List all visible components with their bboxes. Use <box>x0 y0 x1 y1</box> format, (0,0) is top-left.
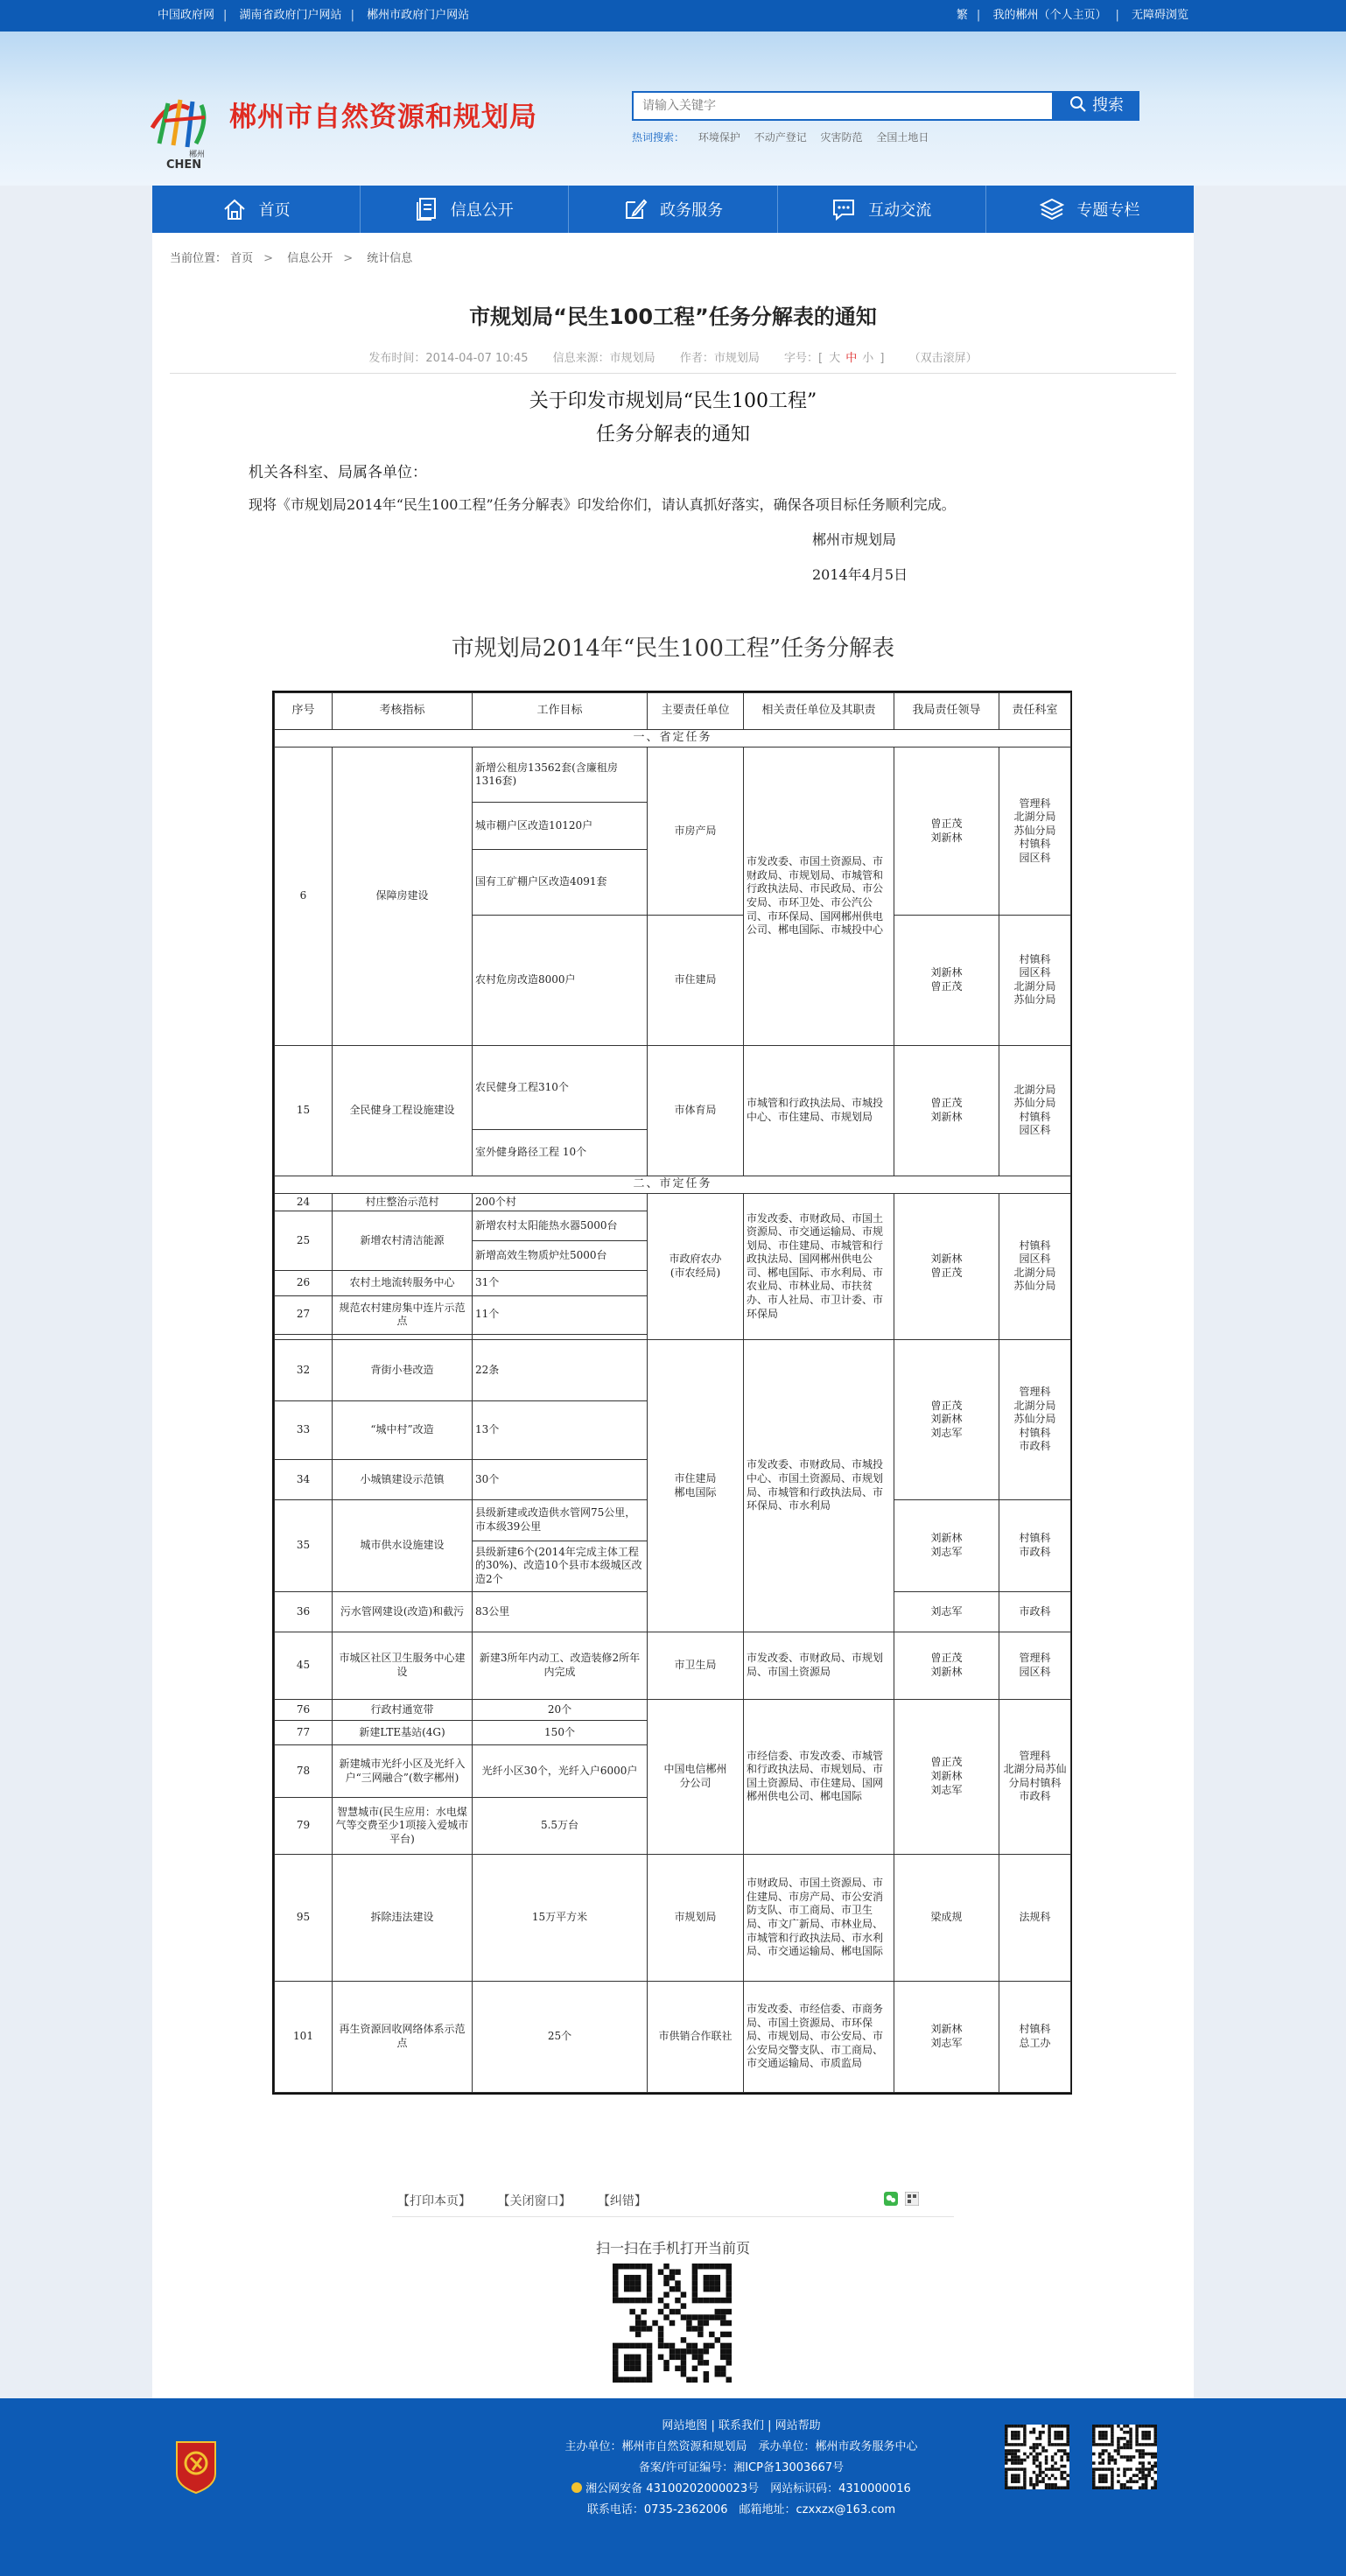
table-row <box>275 748 1071 802</box>
cell-metric: 行政村通宽带 <box>333 1699 473 1720</box>
cell-dept: 村镇科 园区科 北湖分局 苏仙分局 <box>999 1193 1071 1339</box>
cell-leader: 曾正茂 刘新林 <box>894 1045 999 1176</box>
table-caption: 市规划局2014年“民生100工程”任务分解表 <box>451 635 895 662</box>
table-header: 工作目标 <box>473 693 648 730</box>
cell-goal: 22条 <box>473 1339 648 1400</box>
cell-no: 26 <box>275 1271 333 1295</box>
article-tools <box>397 2192 949 2209</box>
table-row <box>275 1045 1071 1130</box>
hot-word[interactable]: 不动产登记 <box>754 131 807 144</box>
cell-related: 市财政局、市国土资源局、市住建局、市房产局、市公安消防支队、市工商局、市卫生局、市文广新局、市林业局、市城管和行政执法局、市水利局、市交通运输局、郴电国际 <box>744 1854 894 1981</box>
hot-word[interactable]: 灾害防范 <box>820 131 863 144</box>
footer-qrcode-icon <box>1005 2425 1069 2489</box>
table-header: 考核指标 <box>333 693 473 730</box>
search-input[interactable] <box>632 91 1054 121</box>
search-icon <box>1069 95 1087 113</box>
cell-unit: 市房产局 <box>648 748 744 915</box>
breadcrumb-home[interactable]: 首页 <box>230 252 254 265</box>
my-chenzhou-link[interactable]: 我的郴州（个人主页） <box>992 9 1107 22</box>
table-row <box>275 1193 1071 1211</box>
nav-interaction[interactable] <box>778 186 986 233</box>
cell-metric: 小城镇建设示范镇 <box>333 1459 473 1499</box>
cell-goal: 县级新建6个(2014年完成主体工程的30%)、改造10个县市本级城区改造2个 <box>473 1541 648 1591</box>
cell-no: 77 <box>275 1720 333 1744</box>
cell-metric: 全民健身工程设施建设 <box>333 1045 473 1176</box>
party-emblem-icon <box>173 2439 219 2495</box>
traditional-chinese-link[interactable]: 繁 <box>956 9 968 22</box>
nav-special-topics-label: 专题专栏 <box>1076 201 1140 220</box>
cell-goal: 光纤小区30个，光纤入户6000户 <box>473 1745 648 1798</box>
table-row <box>275 1339 1071 1400</box>
edit-icon <box>623 197 648 221</box>
cell-metric: 污水管网建设(改造)和截污 <box>333 1591 473 1632</box>
nav-gov-service-label: 政务服务 <box>660 201 723 220</box>
footer-police-text: 湘公网安备 43100202000023号 网站标识码：4310000016 <box>585 2482 911 2495</box>
cell-metric: 城市供水设施建设 <box>333 1500 473 1592</box>
cell-related: 市发改委、市财政局、市规划局、市国土资源局 <box>744 1632 894 1700</box>
cell-goal: 县级新建或改造供水管网75公里，市本级39公里 <box>473 1500 648 1541</box>
correction-button[interactable]: 【纠错】 <box>597 2194 647 2208</box>
table-header: 相关责任单位及其职责 <box>744 693 894 730</box>
table-header: 我局责任领导 <box>894 693 999 730</box>
cell-metric: 新增农村清洁能源 <box>333 1211 473 1270</box>
table-row <box>275 1632 1071 1700</box>
cell-metric: 拆除违法建设 <box>333 1854 473 1981</box>
chenzhou-logo-icon <box>147 82 217 170</box>
cell-goal: 新增农村太阳能热水器5000台 <box>473 1211 648 1240</box>
cell-related: 市发改委、市财政局、市国土资源局、市交通运输局、市规划局、市住建局、市城管和行政执法局、国网郴州供电公司、郴电国际、市水利局、市农业局、市林业局、市扶贫办、市人社局、市卫计委、市环保局 <box>744 1193 894 1339</box>
cell-goal: 新增公租房13562套(含廉租房1316套) <box>473 748 648 802</box>
cell-leader: 曾正茂 刘新林 刘志军 <box>894 1339 999 1499</box>
cell-goal: 83公里 <box>473 1591 648 1632</box>
nav-info-public[interactable] <box>361 186 569 233</box>
cell-unit: 市供销合作联社 <box>648 1981 744 2092</box>
cell-dept: 村镇科 市政科 <box>999 1500 1071 1592</box>
table-row <box>275 1981 1071 2092</box>
nav-gov-service[interactable] <box>569 186 777 233</box>
cell-dept: 管理科 北湖分局 苏仙分局 村镇科 园区科 <box>999 748 1071 915</box>
main-nav <box>152 186 1194 233</box>
cell-goal: 新建3所年内动工、改造装修2所年内完成 <box>473 1632 648 1700</box>
nav-home-label: 首页 <box>258 201 291 220</box>
cell-goal: 农民健身工程310个 <box>473 1045 648 1130</box>
cell-goal: 11个 <box>473 1295 648 1334</box>
hot-word[interactable]: 环境保护 <box>698 131 740 144</box>
doc-body: 现将《市规划局2014年“民生100工程”任务分解表》印发给你们，请认真抓好落实，确保各项目标任务顺利完成。 <box>249 496 956 513</box>
cell-unit: 市政府农办 (市农经局) <box>648 1193 744 1339</box>
cell-no: 95 <box>275 1854 333 1981</box>
scan-hint: 扫一扫在手机打开当前页 <box>595 2240 750 2257</box>
font-small-button[interactable]: 小 <box>862 352 874 365</box>
breadcrumb-prefix: 当前位置： <box>170 252 228 265</box>
table-row <box>275 1854 1071 1981</box>
table-section-row <box>275 1176 1071 1193</box>
author: 作者：市规划局 <box>679 352 760 365</box>
cell-no: 32 <box>275 1339 333 1400</box>
cell-no: 33 <box>275 1401 333 1459</box>
doc-greeting: 机关各科室、局属各单位： <box>249 464 427 481</box>
cell-goal: 农村危房改造8000户 <box>473 915 648 1045</box>
cell-goal: 5.5万台 <box>473 1798 648 1854</box>
footer-police <box>553 2479 929 2500</box>
cell-goal: 200个村 <box>473 1193 648 1211</box>
cell-related: 市发改委、市财政局、市城投中心、市国土资源局、市规划局、市城管和行政执法局、市环保局、市水利局 <box>744 1339 894 1632</box>
cell-related: 市发改委、市国土资源局、市财政局、市规划局、市城管和行政执法局、市民政局、市公安局、市环卫处、市公汽公司、市环保局、国网郴州供电公司、郴电国际、市城投中心 <box>744 748 894 1045</box>
cell-unit: 市卫生局 <box>648 1632 744 1700</box>
cell-unit: 中国电信郴州 分公司 <box>648 1699 744 1854</box>
svg-text:郴州: 郴州 <box>189 151 206 159</box>
top-bar: 中国政府网 | 湖南省政府门户网站 | 郴州市政府门户网站 繁 | 我的郴州（个人主页） | 无障碍浏览 <box>0 0 1346 32</box>
nav-special-topics[interactable] <box>986 186 1194 233</box>
font-large-button[interactable]: 大 <box>829 352 841 365</box>
footer-icp: 备案/许可证编号：湘ICP备13003667号 <box>638 2461 845 2474</box>
footer-help-link[interactable]: 网站帮助 <box>775 2419 821 2432</box>
hot-search-label: 热词搜索： <box>632 131 685 144</box>
font-size-control: 字号：[ 大 中 小 ] <box>783 352 885 365</box>
accessibility-link[interactable]: 无障碍浏览 <box>1131 9 1188 22</box>
layers-icon <box>1040 198 1064 221</box>
link-chenzhou-gov[interactable]: 郴州市政府门户网站 <box>367 9 470 22</box>
cell-no: 78 <box>275 1745 333 1798</box>
nav-home[interactable] <box>152 186 361 233</box>
font-medium-button[interactable]: 中 <box>845 352 858 365</box>
cell-leader: 曾正茂 刘新林 <box>894 748 999 915</box>
main-content <box>152 233 1194 2398</box>
info-source: 信息来源：市规划局 <box>552 352 655 365</box>
cell-goal: 新增高效生物质炉灶5000台 <box>473 1241 648 1271</box>
cell-metric: “城中村”改造 <box>333 1401 473 1459</box>
cell-no: 101 <box>275 1981 333 2092</box>
hot-search <box>632 130 929 144</box>
cell-metric: 智慧城市(民生应用：水电煤气等交费至少1项接入爱城市平台) <box>333 1798 473 1854</box>
cell-metric: 规范农村建房集中连片示范点 <box>333 1295 473 1334</box>
cell-goal: 20个 <box>473 1699 648 1720</box>
link-hunan-gov[interactable]: 湖南省政府门户网站 <box>239 9 342 22</box>
cell-goal: 25个 <box>473 1981 648 2092</box>
search-button-label: 搜索 <box>1092 96 1124 115</box>
doc-title-line1: 关于印发市规划局“民生100工程” <box>529 390 817 412</box>
site-name: 郴州市自然资源和规划局 <box>229 102 537 133</box>
publish-date: 发布时间：2014-04-07 10:45 <box>368 352 529 365</box>
cell-leader: 刘新林 刘志军 <box>894 1500 999 1592</box>
table-header: 责任科室 <box>999 693 1071 730</box>
cell-no: 45 <box>275 1632 333 1700</box>
cell-dept: 村镇科 园区科 北湖分局 苏仙分局 <box>999 915 1071 1045</box>
cell-goal: 150个 <box>473 1720 648 1744</box>
cell-dept: 市政科 <box>999 1591 1071 1632</box>
title-divider <box>170 373 1176 374</box>
cell-dept: 管理科 北湖分局苏仙分局村镇科 市政科 <box>999 1699 1071 1854</box>
cell-no: 79 <box>275 1798 333 1854</box>
search-button[interactable] <box>1054 91 1139 121</box>
nav-interaction-label: 互动交流 <box>868 201 932 220</box>
cell-no: 24 <box>275 1193 333 1211</box>
cell-related: 市城管和行政执法局、市城投中心、市住建局、市规划局 <box>744 1045 894 1176</box>
nav-info-public-label: 信息公开 <box>450 201 514 220</box>
cell-unit: 市规划局 <box>648 1854 744 1981</box>
print-button[interactable]: 【打印本页】 <box>397 2194 471 2208</box>
table-header-row <box>275 693 1071 730</box>
cell-leader: 刘新林 曾正茂 <box>894 915 999 1045</box>
cell-no: 34 <box>275 1459 333 1499</box>
cell-related: 市发改委、市经信委、市商务局、市国土资源局、市环保局、市规划局、市公安局、市公安局交警支队、市工商局、市交通运输局、市质监局 <box>744 1981 894 2092</box>
footer-sitemap-link[interactable]: 网站地图 <box>662 2419 708 2432</box>
footer-info: 网站地图 | 联系我们 | 网站帮助 主办单位：郴州市自然资源和规划局 承办单位：郴州市政务服务中心 备案/许可证编号：湘ICP备13003667号 湘公网安备 43100202000023号 网站标识码：4310000016 联系电话：0735-2362006 邮箱地址：czxxzx@163.com <box>553 2416 929 2521</box>
table-row <box>275 1699 1071 1720</box>
section-label: 一、省定任务 <box>275 730 1071 748</box>
cell-goal: 15万平方米 <box>473 1854 648 1981</box>
cell-dept: 管理科 北湖分局 苏仙分局 村镇科 市政科 <box>999 1339 1071 1499</box>
tools-divider <box>392 2216 954 2217</box>
cell-metric: 保障房建设 <box>333 748 473 1045</box>
cell-leader: 刘新林 刘志军 <box>894 1981 999 2092</box>
cell-leader: 刘志军 <box>894 1591 999 1632</box>
cell-related: 市经信委、市发改委、市城管和行政执法局、市规划局、市国土资源局、市住建局、国网郴州供电公司、郴电国际 <box>744 1699 894 1854</box>
chat-icon <box>831 198 856 221</box>
cell-metric: 农村土地流转服务中心 <box>333 1271 473 1295</box>
table-header: 主要责任单位 <box>648 693 744 730</box>
cell-goal: 国有工矿棚户区改造4091套 <box>473 850 648 916</box>
cell-metric: 背街小巷改造 <box>333 1339 473 1400</box>
footer-qrcode-icon <box>1092 2425 1157 2489</box>
cell-goal: 30个 <box>473 1459 648 1499</box>
page-qrcode-icon <box>613 2264 732 2383</box>
cell-goal: 室外健身路径工程 10个 <box>473 1130 648 1176</box>
cell-no: 76 <box>275 1699 333 1720</box>
cell-leader: 曾正茂 刘新林 <box>894 1632 999 1700</box>
task-table <box>274 692 1071 2093</box>
footer-contact-link[interactable]: 联系我们 <box>718 2419 764 2432</box>
cell-metric: 再生资源回收网络体系示范点 <box>333 1981 473 2092</box>
cell-no: 35 <box>275 1500 333 1592</box>
doc-title-line2: 任务分解表的通知 <box>595 424 750 446</box>
footer-contact: 联系电话：0735-2362006 邮箱地址：czxxzx@163.com <box>586 2503 896 2516</box>
cell-metric: 新建LTE基站(4G) <box>333 1720 473 1744</box>
share-icons <box>884 2192 919 2207</box>
article-title: 市规划局“民生100工程”任务分解表的通知 <box>469 305 877 329</box>
breadcrumb-statistics[interactable]: 统计信息 <box>367 252 413 265</box>
cell-leader: 刘新林 曾正茂 <box>894 1193 999 1339</box>
cell-goal: 31个 <box>473 1271 648 1295</box>
article-meta <box>152 348 1194 365</box>
cell-metric: 村庄整治示范村 <box>333 1193 473 1211</box>
cell-no: 36 <box>275 1591 333 1632</box>
cell-dept: 管理科 园区科 <box>999 1632 1071 1700</box>
section-label: 二、市定任务 <box>275 1176 1071 1193</box>
cell-dept: 村镇科 总工办 <box>999 1981 1071 2092</box>
table-header: 序号 <box>275 693 333 730</box>
cell-unit: 市体育局 <box>648 1045 744 1176</box>
svg-text:CHEN: CHEN <box>166 158 202 170</box>
site-footer <box>0 2398 1346 2576</box>
table-section-row <box>275 730 1071 748</box>
link-gov-cn[interactable]: 中国政府网 <box>158 9 215 22</box>
cell-no: 27 <box>275 1295 333 1334</box>
cell-unit: 市住建局 <box>648 915 744 1045</box>
cell-leader: 梁成规 <box>894 1854 999 1981</box>
cell-metric: 新建城市光纤小区及光纤入户“三网融合”(数字郴州) <box>333 1745 473 1798</box>
font-size-label: 字号： <box>783 352 818 365</box>
police-badge-icon <box>571 2482 582 2493</box>
site-header <box>0 32 1346 186</box>
cell-no: 15 <box>275 1045 333 1176</box>
hot-word[interactable]: 全国土地日 <box>876 131 929 144</box>
doc-date: 2014年4月5日 <box>812 566 908 583</box>
home-icon <box>222 198 247 221</box>
double-click-scroll: （双击滚屏） <box>908 352 978 365</box>
close-window-button[interactable]: 【关闭窗口】 <box>497 2194 571 2208</box>
document-icon <box>416 197 438 221</box>
cell-goal: 13个 <box>473 1401 648 1459</box>
footer-host: 主办单位：郴州市自然资源和规划局 承办单位：郴州市政务服务中心 <box>564 2440 918 2453</box>
doc-signature: 郴州市规划局 <box>812 531 897 548</box>
cell-unit: 市住建局 郴电国际 <box>648 1339 744 1632</box>
breadcrumb-info-public[interactable]: 信息公开 <box>287 252 333 265</box>
qrcode-share-icon[interactable] <box>905 2192 919 2206</box>
cell-metric: 市城区社区卫生服务中心建设 <box>333 1632 473 1700</box>
cell-dept: 法规科 <box>999 1854 1071 1981</box>
cell-no: 25 <box>275 1211 333 1270</box>
cell-leader: 曾正茂 刘新林 刘志军 <box>894 1699 999 1854</box>
cell-dept: 北湖分局 苏仙分局 村镇科 园区科 <box>999 1045 1071 1176</box>
wechat-share-icon[interactable] <box>884 2192 898 2206</box>
cell-goal: 城市棚户区改造10120户 <box>473 802 648 849</box>
cell-no: 6 <box>275 748 333 1045</box>
breadcrumb: 当前位置： 首页 > 信息公开 > 统计信息 <box>170 252 413 265</box>
task-table-wrapper <box>272 691 1072 2095</box>
